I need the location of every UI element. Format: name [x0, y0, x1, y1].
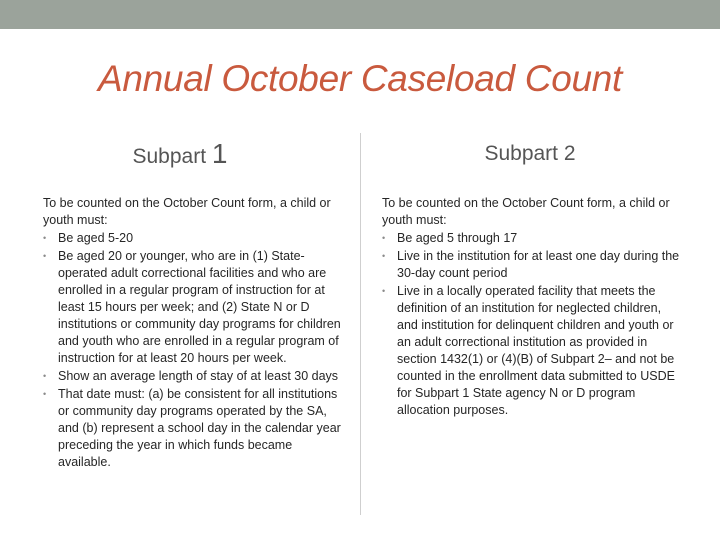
left-intro: To be counted on the October Count form, a child or youth must:: [43, 196, 331, 227]
left-bullet-list: [43, 230, 348, 471]
slide-title: Annual October Caseload Count: [97, 58, 623, 99]
left-heading-number: 1: [211, 138, 228, 169]
right-bullet-list: [382, 230, 682, 419]
list-item: [43, 248, 348, 367]
bullet-icon: •: [382, 233, 386, 243]
list-item: [382, 230, 682, 247]
right-column-heading: Subpart 2: [484, 142, 576, 165]
bullet-icon: •: [43, 389, 47, 399]
list-item: [43, 368, 348, 385]
list-item-text: Live in a locally operated facility that meets the definition of an institution for neglected children, and institution for delinquent children and youth or an adult correctional institution as provided in section 1432(1) or (4)(B) of Subpart 2– and not be counted in the enrollment data submitted to USDE for Subpart 1 State agency N or D program allocation purposes.: [397, 284, 675, 417]
list-item-text: Live in the institution for at least one day during the 30-day count period: [397, 249, 680, 280]
bullet-icon: •: [43, 251, 47, 261]
left-heading-text: Subpart: [132, 145, 207, 168]
list-item: [382, 283, 682, 419]
bullet-icon: •: [43, 371, 47, 381]
list-item-text: Be aged 20 or younger, who are in (1) State-operated adult correctional facilities and who are enrolled in a regular program of instruction for at least 15 hours per week; and (2) State N or D institutions or community day programs for children and youth who are enrolled in a regular program of instruction for at least 20 hours per week.: [58, 249, 341, 365]
bullet-icon: •: [382, 251, 386, 261]
list-item-text: Show an average length of stay of at least 30 days: [58, 369, 339, 383]
left-column-heading: [60, 138, 300, 170]
column-divider: [360, 133, 361, 515]
list-item: [43, 230, 348, 247]
right-column: [382, 195, 682, 420]
top-bar: [0, 0, 720, 29]
list-item: [382, 248, 682, 282]
left-column: [43, 195, 348, 472]
list-item-text: Be aged 5 through 17: [397, 231, 518, 245]
bullet-icon: •: [382, 286, 386, 296]
right-intro: To be counted on the October Count form, a child or youth must:: [382, 196, 670, 227]
bullet-icon: •: [43, 233, 47, 243]
list-item-text: Be aged 5-20: [58, 231, 134, 245]
list-item-text: That date must: (a) be consistent for all institutions or community day programs operated by the SA, and (b) represent a school day in the calendar year preceding the year in which funds became available.: [58, 387, 341, 469]
list-item: [43, 386, 348, 471]
